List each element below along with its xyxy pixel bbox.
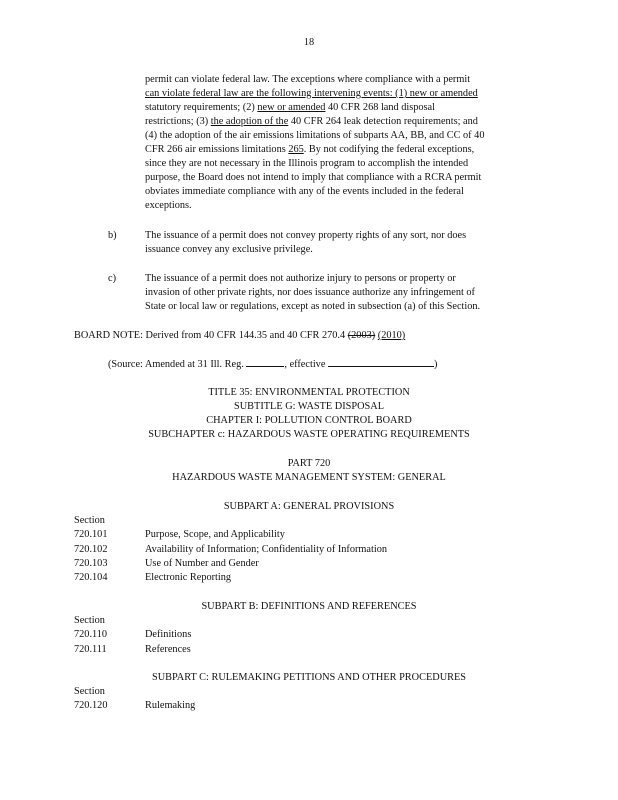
subpart-title: SUBPART C: RULEMAKING PETITIONS AND OTHER PROCEDURES (151, 672, 467, 683)
subchapter-heading: SUBCHAPTER c: HAZARDOUS WASTE OPERATING REQUIREMENTS (148, 429, 470, 440)
para-b-line: The issuance of a permit does not convey property rights of any sort, nor does (145, 230, 467, 241)
section-title: Purpose, Scope, and Applicability (145, 529, 285, 540)
para-a-line: restrictions; (3) the adoption of the 40 CFR 264 leak detection requirements; and (145, 116, 478, 127)
subpart-title: SUBPART A: GENERAL PROVISIONS (223, 501, 395, 512)
subsection-label: c) (108, 273, 116, 284)
para-c-line: The issuance of a permit does not authorize injury to persons or property or (145, 273, 456, 284)
para-a-line: (4) the adoption of the air emissions limitations of subparts AA, BB, and CC of 40 (145, 130, 485, 141)
para-c-line: State or local law or regulations, except as noted in subsection (a) of this Section. (145, 301, 481, 312)
subtitle-heading: SUBTITLE G: WASTE DISPOSAL (234, 401, 384, 412)
section-title: Availability of Information; Confidentiality of Information (145, 544, 388, 555)
subpart-title: SUBPART B: DEFINITIONS AND REFERENCES (201, 601, 417, 612)
para-a-line: exceptions. (145, 200, 192, 211)
section-number: 720.101 (74, 529, 108, 540)
part-number: PART 720 (287, 458, 331, 469)
part-name: HAZARDOUS WASTE MANAGEMENT SYSTEM: GENERAL (172, 472, 446, 483)
section-number: 720.110 (74, 629, 108, 640)
title-heading: TITLE 35: ENVIRONMENTAL PROTECTION (208, 387, 410, 398)
chapter-heading: CHAPTER I: POLLUTION CONTROL BOARD (206, 415, 412, 426)
section-number: 720.102 (74, 544, 108, 555)
section-label: Section (74, 615, 105, 626)
page-number: 18 (303, 37, 315, 48)
section-number: 720.120 (74, 700, 108, 711)
underlined-insert: (2010) (377, 330, 406, 341)
para-a-line: statutory requirements; (2) new or amended 40 CFR 268 land disposal (145, 102, 435, 113)
blank-field (328, 357, 434, 367)
struck-text: (2003) (347, 330, 376, 341)
para-a-line: CFR 266 air emissions limitations 265. By not codifying the federal exceptions, (145, 144, 475, 155)
para-a-line: purpose, the Board does not intend to imply that compliance with a RCRA permit (145, 172, 482, 183)
underlined-insert: the adoption of the (210, 116, 289, 127)
section-title: Definitions (145, 629, 192, 640)
underlined-insert: new or amended (257, 102, 326, 113)
section-number: 720.111 (74, 644, 107, 655)
section-number: 720.104 (74, 572, 108, 583)
para-a-line: obviates immediate compliance with any of the events included in the federal (145, 186, 464, 197)
blank-field (246, 357, 284, 367)
section-label: Section (74, 686, 105, 697)
section-title: Rulemaking (145, 700, 196, 711)
underlined-insert: 265 (288, 144, 304, 155)
section-number: 720.103 (74, 558, 108, 569)
source-line: (Source: Amended at 31 Ill. Reg. , effective ) (108, 359, 438, 370)
para-a-line: permit can violate federal law. The exceptions where compliance with a permit (145, 74, 471, 85)
board-note: BOARD NOTE: Derived from 40 CFR 144.35 and 40 CFR 270.4 (2003) (2010) (74, 330, 406, 341)
section-title: Use of Number and Gender (145, 558, 259, 569)
section-title: References (145, 644, 191, 655)
subsection-label: b) (108, 230, 117, 241)
para-a-line: since they are not necessary in the Illinois program to accomplish the intended (145, 158, 469, 169)
para-a-line: can violate federal law are the following intervening events: (1) new or amended (145, 88, 478, 99)
section-label: Section (74, 515, 105, 526)
section-title: Electronic Reporting (145, 572, 232, 583)
para-b-line: issuance convey any exclusive privilege. (145, 244, 313, 255)
para-c-line: invasion of other private rights, nor does issuance authorize any infringement of (145, 287, 475, 298)
